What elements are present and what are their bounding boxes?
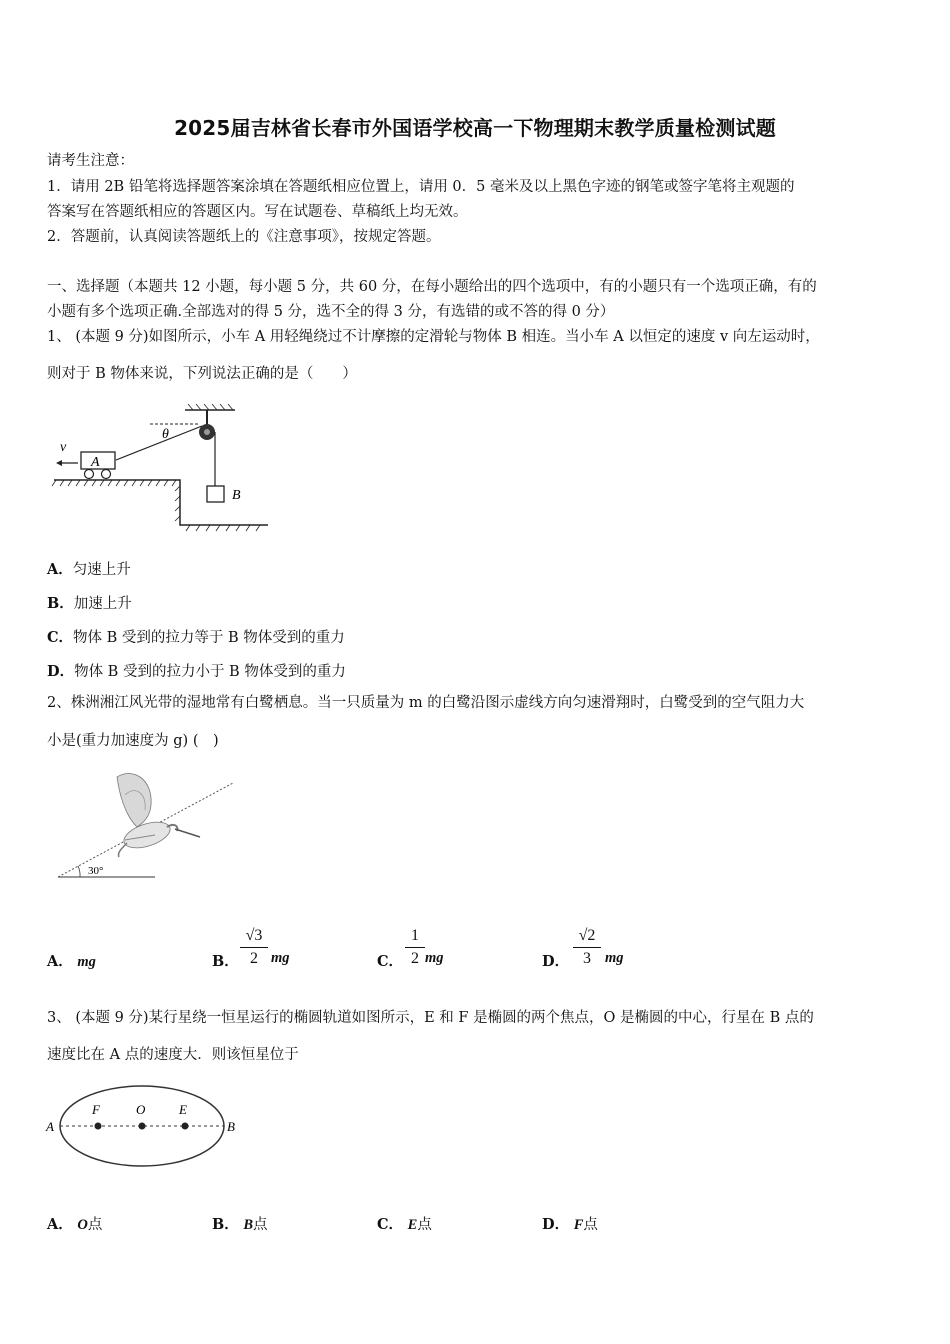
q2-option-c-unit: mg: [425, 950, 444, 966]
rope-to-cart: [116, 426, 202, 460]
q2-option-b-letter: B．: [212, 953, 239, 970]
egret-icon: [117, 773, 200, 857]
q1-stem-line-2: 则对于 B 物体来说，下列说法正确的是（ ）: [47, 366, 357, 382]
q2-option-d-fraction: $\frac{√2}{3}$: [573, 927, 601, 968]
q2-stem-line-1: 2、株洲湘江风光带的湿地常有白鹭栖息。当一只质量为 m 的白鹭沿图示虚线方向匀速滑翔时，白鹭受到的空气阻力大: [47, 695, 805, 711]
cart-wheel-left: [85, 470, 94, 479]
q3-option-c: C． E点: [377, 1216, 432, 1233]
q1-option-c: C．物体 B 受到的拉力等于 B 物体受到的重力: [47, 629, 345, 646]
angle-arc: [78, 866, 80, 877]
q3-ellipse-figure: [45, 1085, 245, 1180]
point-e-label: E: [179, 1102, 187, 1117]
ground-hatch: [52, 480, 260, 531]
q3-option-a: A． O点: [47, 1216, 103, 1233]
q2-option-c-fraction: $\frac{1}{2}$: [405, 927, 425, 968]
section-line-1: 一、选择题（本题共 12 小题，每小题 5 分，共 60 分，在每小题给出的四个选项中，有的小题只有一个选项正确，有的: [47, 279, 817, 295]
notice-heading: 请考生注意：: [47, 153, 134, 169]
q2-option-c-letter: C．: [377, 953, 404, 970]
q1-option-d: D．物体 B 受到的拉力小于 B 物体受到的重力: [47, 663, 346, 680]
notice-line-1: 1．请用 2B 铅笔将选择题答案涂填在答题纸相应位置上，请用 0．5 毫米及以上黑色字迹的钢笔或签字笔将主观题的: [47, 179, 795, 195]
q2-option-a: A． mg: [47, 953, 96, 970]
point-a-label: A: [46, 1119, 54, 1134]
notice-line-3: 2．答题前，认真阅读答题纸上的《注意事项》，按规定答题。: [47, 229, 441, 245]
cart-label: A: [91, 455, 100, 470]
q2-option-b-unit: mg: [271, 950, 290, 966]
velocity-label: v: [60, 440, 67, 455]
page-title: 2025届吉林省长春市外国语学校高一下物理期末教学质量检测试题: [174, 116, 776, 140]
focus-e-dot: [182, 1123, 189, 1130]
q1-option-b: B．加速上升: [47, 595, 132, 612]
cart-wheel-right: [102, 470, 111, 479]
q3-option-d: D． F点: [542, 1216, 598, 1233]
center-o-dot: [139, 1123, 146, 1130]
q3-stem-line-2: 速度比在 A 点的速度大．则该恒星位于: [47, 1047, 299, 1063]
block-label: B: [232, 488, 241, 503]
q3-stem-line-1: 3、 (本题 9 分)某行星绕一恒星运行的椭圆轨道如图所示，E 和 F 是椭圆的两个焦点，O 是椭圆的中心，行星在 B 点的: [47, 1010, 814, 1026]
notice-line-2: 答案写在答题纸相应的答题区内。写在试题卷、草稿纸上均无效。: [47, 204, 468, 220]
q1-option-a: A．匀速上升: [47, 561, 131, 578]
q1-stem-line-1: 1、 (本题 9 分)如图所示，小车 A 用轻绳绕过不计摩擦的定滑轮与物体 B 相连。当小车 A 以恒定的速度 v 向左运动时，: [47, 329, 820, 345]
block-b: [207, 486, 224, 502]
q1-pulley-figure: [50, 400, 280, 535]
ceiling-hatch: [188, 404, 233, 410]
q2-option-d-letter: D．: [542, 953, 570, 970]
focus-f-dot: [95, 1123, 102, 1130]
point-b-label: B: [227, 1119, 235, 1134]
q2-option-b-fraction: $\frac{√3}{2}$: [240, 927, 268, 968]
section-line-2: 小题有多个选项正确.全部选对的得 5 分，选不全的得 3 分，有选错的或不答的得 0 分）: [47, 304, 615, 320]
q2-option-d-unit: mg: [605, 950, 624, 966]
point-f-label: F: [92, 1102, 100, 1117]
q2-stem-line-2: 小是(重力加速度为 g) ( ): [47, 733, 219, 749]
theta-label: θ: [162, 427, 169, 442]
q3-option-b: B． B点: [212, 1216, 268, 1233]
angle-label: 30°: [88, 865, 104, 877]
pulley-axle: [204, 429, 210, 435]
velocity-arrow-head: [56, 460, 62, 466]
q2-egret-figure: [55, 765, 240, 883]
point-o-label: O: [136, 1102, 146, 1117]
